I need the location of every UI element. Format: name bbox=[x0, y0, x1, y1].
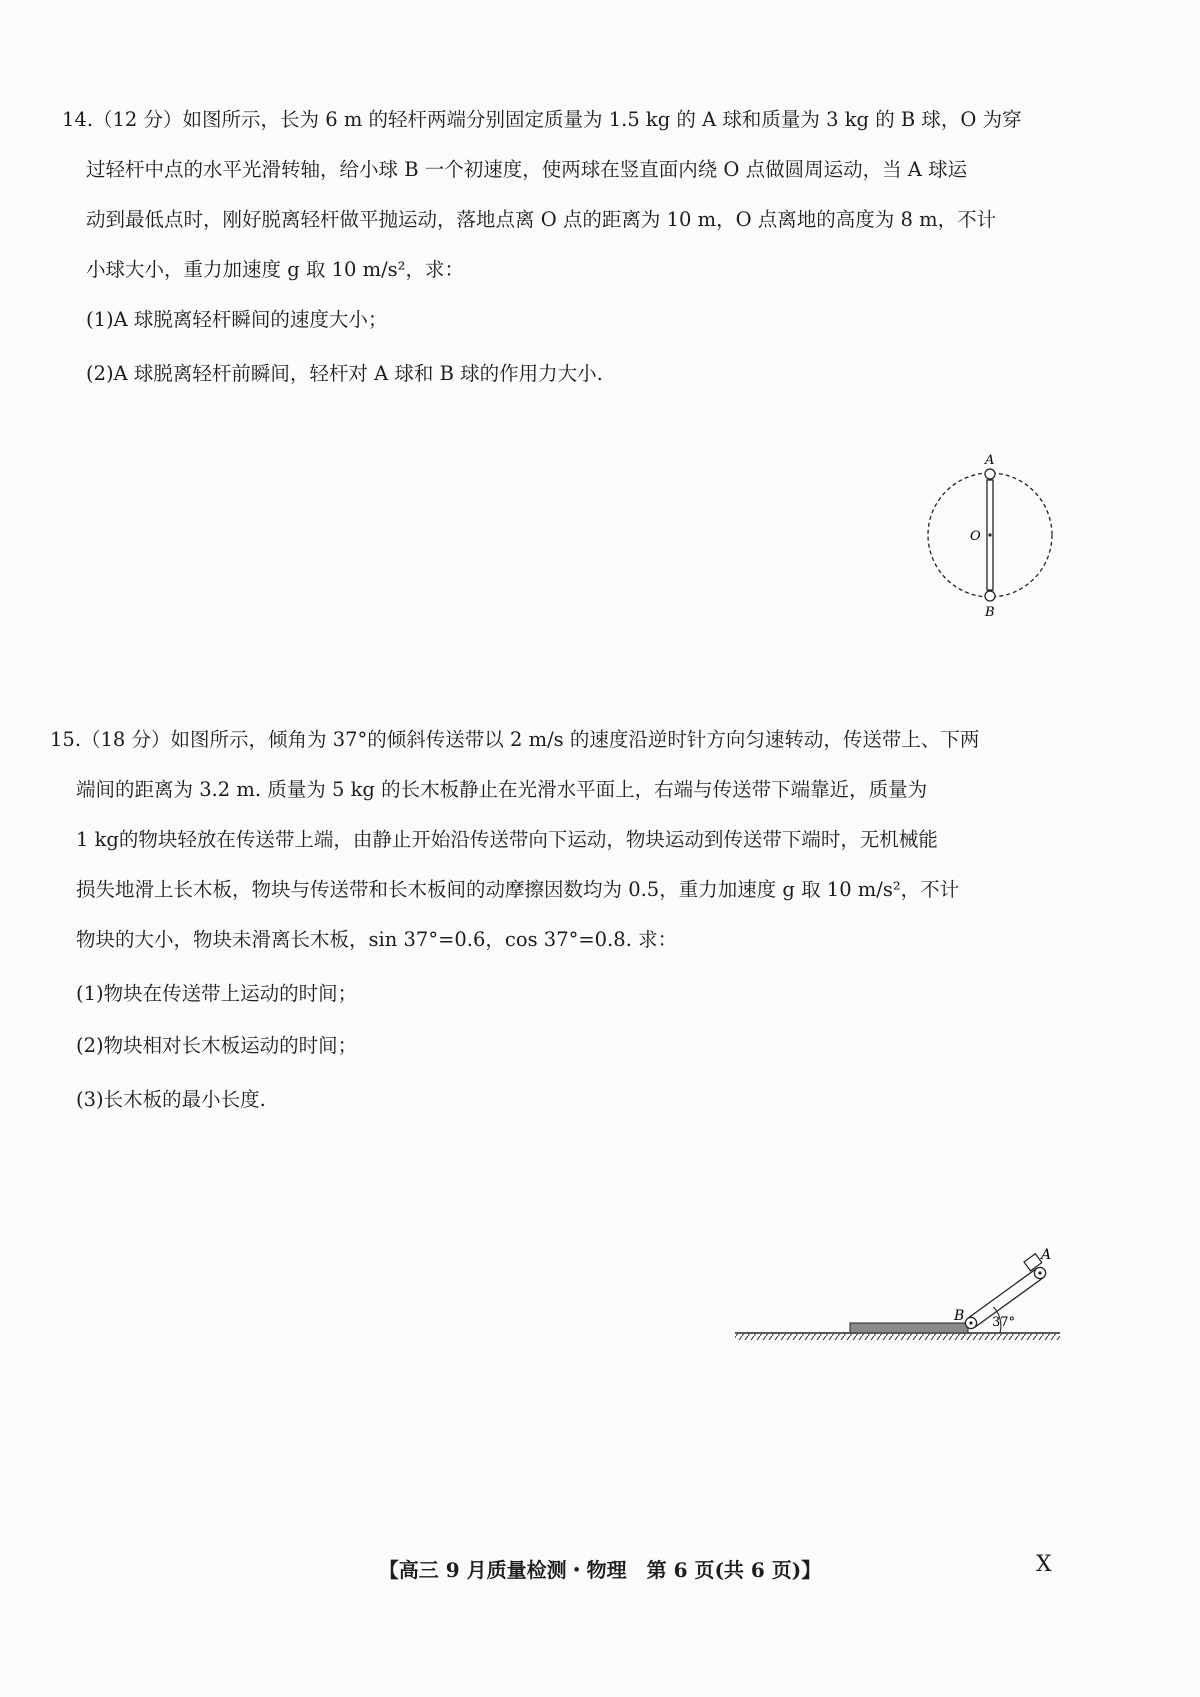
q15-subquestion-2: (2)物块相对长木板运动的时间； bbox=[76, 1034, 358, 1057]
q14-line-4: 小球大小，重力加速度 g 取 10 m/s²，求： bbox=[86, 258, 464, 281]
q15-line-2: 端间的距离为 3.2 m. 质量为 5 kg 的长木板静止在光滑水平面上，右端与传送带下端靠近，质量为 bbox=[76, 778, 928, 801]
q15-line-4: 损失地滑上长木板，物块与传送带和长木板间的动摩擦因数均为 0.5，重力加速度 g 取 10 m/s²，不计 bbox=[76, 878, 960, 901]
pivot-o bbox=[988, 533, 991, 536]
q15-line-1: 15.（18 分）如图所示，倾角为 37°的倾斜传送带以 2 m/s 的速度沿逆时针方向匀速转动，传送带上、下两 bbox=[50, 728, 980, 751]
page-footer: 【高三 9 月质量检测・物理 第 6 页(共 6 页)】 bbox=[378, 1558, 822, 1582]
q14-subquestion-1: (1)A 球脱离轻杆瞬间的速度大小； bbox=[86, 308, 388, 331]
angle-label: 37° bbox=[992, 1315, 1016, 1330]
q14-subquestion-2: (2)A 球脱离轻杆前瞬间，轻杆对 A 球和 B 球的作用力大小. bbox=[86, 362, 603, 385]
q15-subquestion-3: (3)长木板的最小长度. bbox=[76, 1088, 266, 1111]
label-o: O bbox=[970, 529, 981, 544]
label-a: A bbox=[985, 453, 995, 468]
label-b: B bbox=[985, 605, 995, 620]
ball-a bbox=[985, 469, 995, 479]
q14-line-2: 过轻杆中点的水平光滑转轴，给小球 B 一个初速度，使两球在竖直面内绕 O 点做圆周运动，当 A 球运 bbox=[86, 158, 968, 181]
version-mark: X bbox=[1036, 1552, 1052, 1577]
q14-line-1: 14.（12 分）如图所示，长为 6 m 的轻杆两端分别固定质量为 1.5 kg 的 A 球和质量为 3 kg 的 B 球，O 为穿 bbox=[62, 108, 1022, 131]
q15-conveyor-figure bbox=[730, 1240, 1080, 1350]
label-b: B bbox=[954, 1308, 965, 1324]
q15-line-3: 1 kg的物块轻放在传送带上端，由静止开始沿传送带向下运动，物块运动到传送带下端时，无机械能 bbox=[76, 828, 938, 851]
label-a: A bbox=[1041, 1247, 1052, 1263]
q15-subquestion-1: (1)物块在传送带上运动的时间； bbox=[76, 982, 358, 1005]
ball-b bbox=[985, 591, 995, 601]
q14-rotating-rod-figure bbox=[920, 450, 1070, 630]
long-board bbox=[850, 1323, 968, 1333]
ground-hatching bbox=[735, 1334, 1060, 1340]
q15-line-5: 物块的大小，物块未滑离长木板，sin 37°=0.6，cos 37°=0.8. 求： bbox=[76, 928, 678, 951]
q14-line-3: 动到最低点时，刚好脱离轻杆做平抛运动，落地点离 O 点的距离为 10 m，O 点离地的高度为 8 m，不计 bbox=[86, 208, 997, 231]
